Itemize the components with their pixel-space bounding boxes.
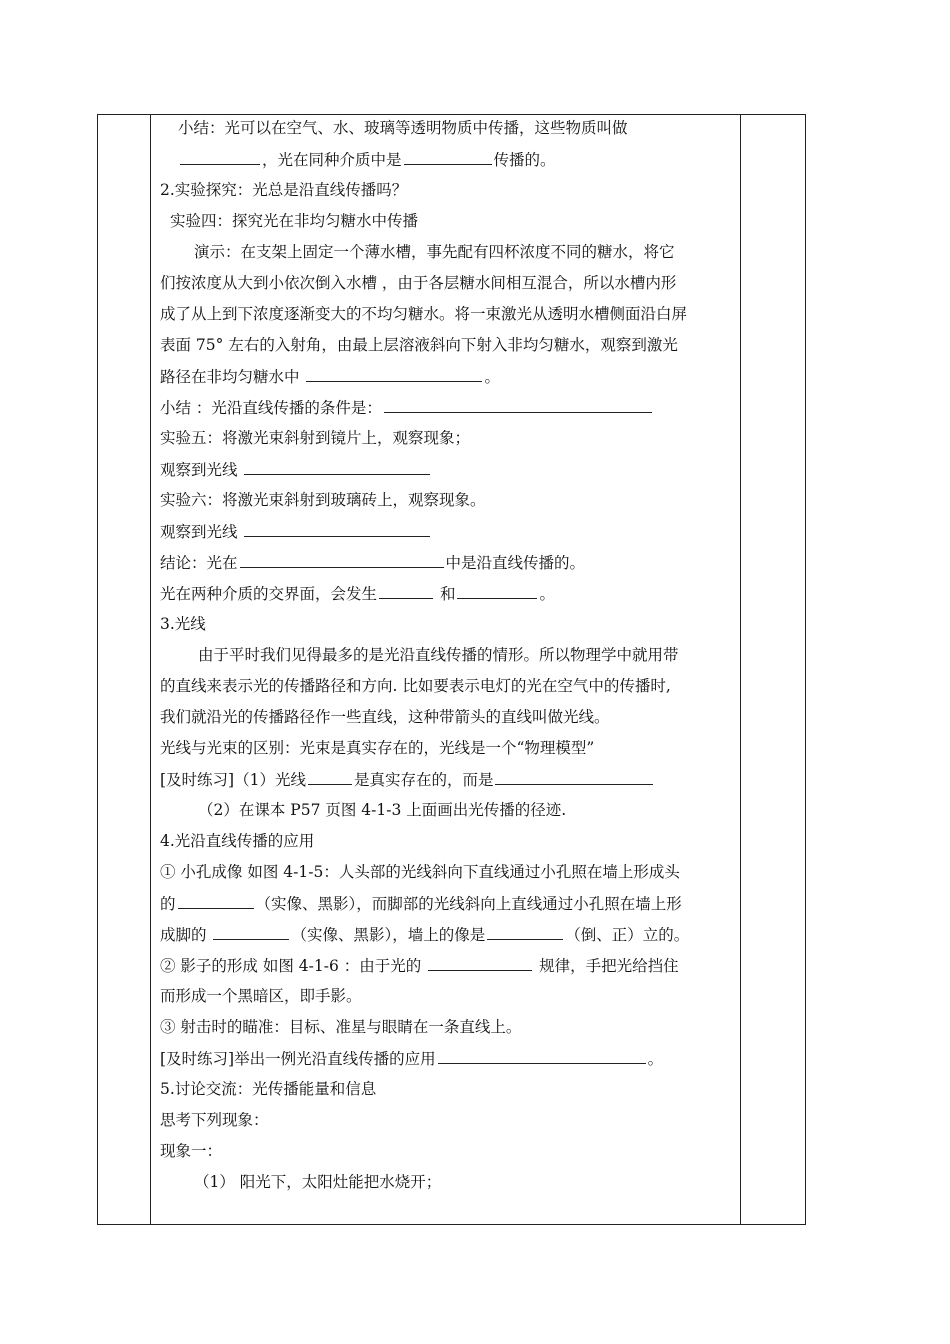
interface-line: 光在两种介质的交界面，会发生 和 。 <box>160 585 555 603</box>
demo-line-1: 演示：在支架上固定一个薄水槽，事先配有四杯浓度不同的糖水，将它 <box>194 243 675 261</box>
shadow-line-1: ② 影子的形成 如图 4-1-6 ：由于光的 规律，手把光给挡住 <box>160 957 679 975</box>
demo-line-3: 成了从上到下浓度逐渐变大的不均匀糖水。将一束激光从透明水槽侧面沿白屏 <box>160 305 688 323</box>
section-4-heading: 4.光沿直线传播的应用 <box>160 832 315 850</box>
phenomenon-1-label: 现象一： <box>160 1142 223 1160</box>
answer-blank[interactable] <box>379 583 433 599</box>
answer-blank[interactable] <box>404 149 492 165</box>
summary-line-1: 小结：光可以在空气、水、玻璃等透明物质中传播，这些物质叫做 <box>178 119 628 137</box>
answer-blank[interactable] <box>495 769 653 785</box>
condition-summary: 小结 ：光沿直线传播的条件是： <box>160 397 654 418</box>
demo-line-4: 表面 75° 左右的入射角，由最上层溶液斜向下射入非均匀糖水，观察到激光 <box>160 336 678 354</box>
answer-blank[interactable] <box>457 583 537 599</box>
column-divider-right <box>740 114 741 1225</box>
section-5-heading: 5.讨论交流：光传播能量和信息 <box>160 1080 377 1098</box>
pinhole-line-3: 成脚的 （实像、黑影），墙上的像是 （倒、正）立的。 <box>160 926 690 944</box>
answer-blank[interactable] <box>428 955 532 971</box>
answer-blank[interactable] <box>384 397 652 413</box>
experiment-5: 实验五：将激光束斜射到镜片上，观察现象； <box>160 429 471 447</box>
think-prompt: 思考下列现象： <box>160 1111 269 1129</box>
pinhole-line-1: ① 小孔成像 如图 4-1-5：人头部的光线斜向下直线通过小孔照在墙上形成头 <box>160 863 680 881</box>
experiment-4-title: 实验四：探究光在非均匀糖水中传播 <box>170 212 419 230</box>
section-3-heading: 3.光线 <box>160 615 206 633</box>
summary-line-2: ，光在同种介质中是 传播的。 <box>178 149 556 170</box>
answer-blank[interactable] <box>306 366 482 382</box>
answer-blank[interactable] <box>438 1048 646 1064</box>
practice-3: [及时练习]举出一例光沿直线传播的应用 。 <box>160 1050 664 1068</box>
experiment-6: 实验六：将激光束斜射到玻璃砖上，观察现象。 <box>160 491 486 509</box>
observe-line-2: 观察到光线 <box>160 521 432 542</box>
light-ray-para-3: 我们就沿光的传播路径作一些直线，这种带箭头的直线叫做光线。 <box>160 708 610 726</box>
answer-blank[interactable] <box>244 521 430 537</box>
aiming-line: ③ 射击时的瞄准：目标、准星与眼睛在一条直线上。 <box>160 1018 522 1036</box>
ray-vs-beam: 光线与光束的区别：光束是真实存在的，光线是一个“物理模型” <box>160 739 595 757</box>
practice-2: （2）在课本 P57 页图 4-1-3 上面画出光传播的径迹. <box>198 801 567 819</box>
demo-line-2: 们按浓度从大到小依次倒入水槽 ，由于各层糖水间相互混合，所以水槽内形 <box>160 274 677 292</box>
section-2-heading: 2.实验探究：光总是沿直线传播吗？ <box>160 181 408 199</box>
shadow-line-2: 而形成一个黑暗区，即手影。 <box>160 987 362 1005</box>
answer-blank[interactable] <box>487 924 563 940</box>
light-ray-para-1: 由于平时我们见得最多的是光沿直线传播的情形。所以物理学中就用带 <box>198 646 679 664</box>
answer-blank[interactable] <box>213 924 289 940</box>
answer-blank[interactable] <box>244 459 430 475</box>
column-divider-left <box>150 114 151 1225</box>
observe-line-1: 观察到光线 <box>160 459 432 480</box>
phenomenon-1-item-1: （1） 阳光下，太阳灶能把水烧开； <box>194 1173 442 1191</box>
light-ray-para-2: 的直线来表示光的传播路径和方向. 比如要表示电灯的光在空气中的传播时, <box>160 677 671 695</box>
answer-blank[interactable] <box>178 893 254 909</box>
answer-blank[interactable] <box>180 149 260 165</box>
practice-1: [及时练习]（1）光线 是真实存在的，而是 <box>160 769 655 790</box>
demo-line-5: 路径在非均匀糖水中 。 <box>160 368 500 386</box>
conclusion: 结论：光在 中是沿直线传播的。 <box>160 554 586 572</box>
pinhole-line-2: 的 （实像、黑影），而脚部的光线斜向上直线通过小孔照在墙上形 <box>160 895 682 913</box>
answer-blank[interactable] <box>240 552 444 568</box>
answer-blank[interactable] <box>308 769 352 785</box>
